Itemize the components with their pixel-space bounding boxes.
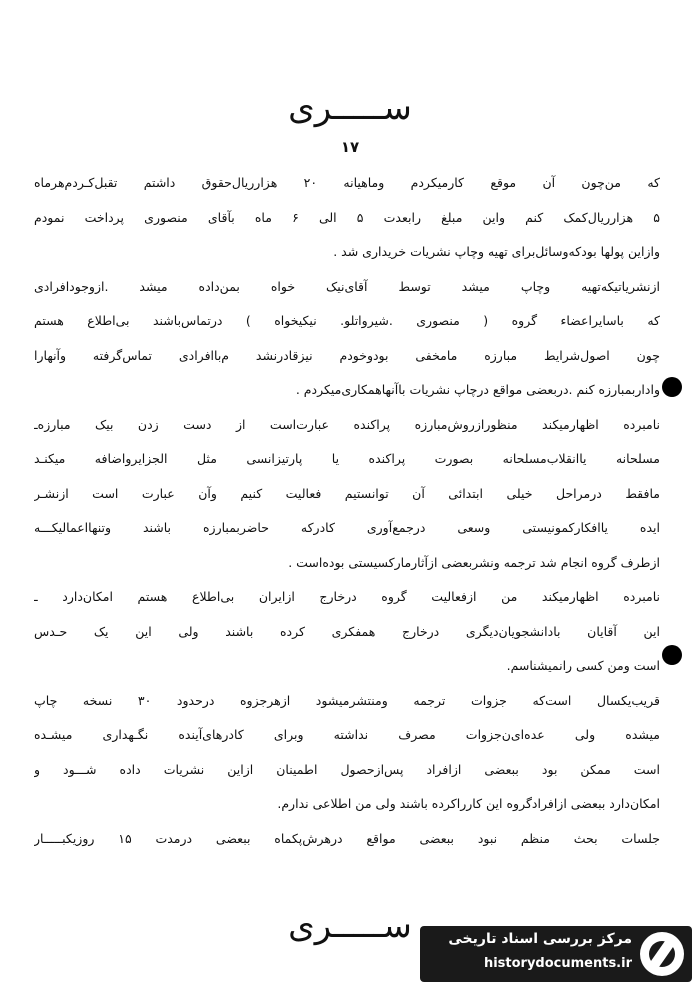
text-line: که باسایراعضاء گروه ( منصوری .شیرواتلو. نیکیخواه ) درتماس‌باشند بی‌اطلاع هستم: [34, 313, 660, 328]
page-number: ۱۷: [340, 138, 360, 156]
text-line: که من‌چون آن موقع کارمیکردم وماهیانه ۲۰ هزارریال‌حقوق داشتم تقبل‌کـرد‌م‌هرماه: [34, 175, 660, 190]
text-line: است ومن کسی رانمیشناسم.: [506, 658, 660, 673]
text-line: میشده ولی عده‌ای‌ن‌جزوات مصرف نداشته وبرای کادرهای‌آینده نگـهداری میشـده: [34, 727, 660, 742]
text-line: این آقایان بادانشجویان‌دیگری درخارج همفکری کرده باشند ولی این یک حـدس: [34, 623, 660, 639]
classification-footer: ســـــری: [288, 906, 412, 946]
text-line: ازنشریاتیکه‌تهیه وچاپ میشد توسط آقای‌نیک خواه بمن‌داده میشد .ازوجودافرادی: [34, 278, 660, 294]
text-line: واداربمبارزه کنم .در‌بعضی مواقع درچاپ نشریات باآنهاهمکاری‌میکردم .: [295, 382, 660, 397]
text-line: ۵ هزارریال‌کمک کنم واین مبلغ رابعدت ۵ الی ۶ ماه بآقای منصوری پرداخت نمودم: [34, 209, 660, 225]
watermark-title: مرکز بررسی اسناد تاریخی: [448, 931, 632, 947]
text-line: ٔنامبرده اظهارمیکند منظوراز‌روش‌مبارزه پراکنده عبارت‌است از دست زدن بیک مبارزه‌ـ: [34, 416, 660, 432]
text-line: امکان‌دارد ببعضی ازافراد‌گروه این کارراکرده باشند ولی من اطلاعی ندارم.: [277, 796, 660, 811]
text-line: ازطرف گروه انجام شد ترجمه ونشربعضی ازآثارمارکسیستی بود‌ه‌است .: [288, 554, 660, 570]
archive-watermark: [420, 926, 692, 982]
punch-hole: [662, 377, 682, 397]
text-line: است ممکن بود ببعضی ازافراد پس‌ازحصول اطمینان ازاین نشریات داده شـــود و: [34, 761, 660, 777]
document-body: [34, 166, 660, 856]
classification-header: ســـــری: [288, 88, 412, 128]
archive-logo-icon: [640, 932, 684, 976]
text-line: نامبرده اظهارمیکند من ازفعالیت گروه درخارج ازایران بی‌اطلاع هستم امکان‌دارد ـ: [34, 589, 660, 604]
text-line: ایده یاافکارکمونیستی وسعی درجمع‌آوری کادرکه حاضربمبارزه باشند وتنهااعمالیکـــه: [34, 520, 660, 535]
text-line: مافقط درمراحل خیلی ابتدائی آن توانستیم فعالیت کنیم وآن عبارت است ازنشـر: [34, 485, 660, 501]
text-line: قریب‌یکسال است‌که جزوات ترجمه ومنتشرمیشود ازهرجزوه درحدود ۳۰ نسخه چاپ: [34, 692, 660, 708]
punch-hole: [662, 645, 682, 665]
text-line: وازاین پولها بود‌که‌وسائل‌برای تهیه وچاپ نشریات خریداری شد .: [333, 244, 660, 259]
text-line: مسلحانه یاانقلاب‌مسلحانه بصورت پراکنده یا پارتیزانسی مثل الجزایرواضافه میکنـد: [34, 451, 660, 466]
text-line: چون اصول‌شرایط مبارزه مامخفی بود‌وخودم نیزقادرنشد م‌باافرادی تماس‌گرفته وآنهارا: [34, 347, 660, 363]
text-line: جلسات بحث منظم نبود ببعضی مواقع درهرش‌پکماه ببعضی درمدت ۱۵ روزیکبـــــار: [34, 830, 660, 846]
watermark-url: historydocuments.ir: [483, 956, 632, 971]
